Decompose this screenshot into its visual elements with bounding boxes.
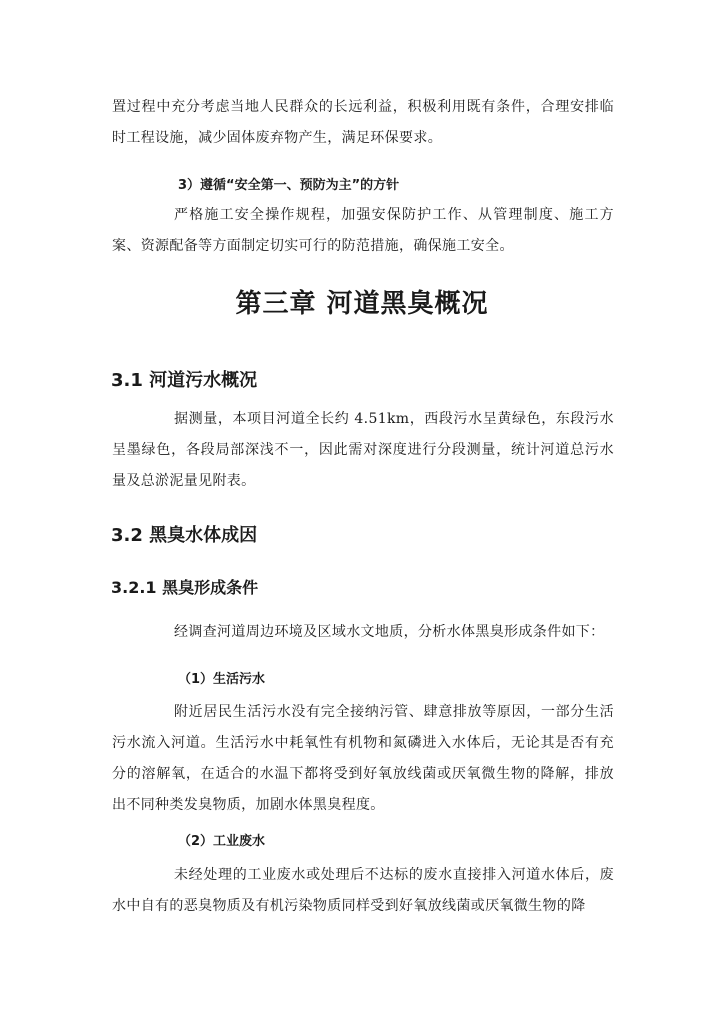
paragraph-domestic-sewage: 附近居民生活污水没有完全接纳污管、肆意排放等原因，一部分生活污水流入河道。生活污水中耗氧性有机物和氮磷进入水体后，无论其是否有充分的溶解氧，在适合的水温下都将受到好氧放线菌或厌氧微生物的降解，排放出不同种类发臭物质，加剧水体黑臭程度。: [112, 704, 614, 813]
item-heading-industrial-wastewater: （2）工业废水: [178, 834, 266, 849]
section-heading-3-2: 3.2 黑臭水体成因: [111, 525, 258, 546]
section-heading-3-1: 3.1 河道污水概况: [111, 370, 258, 391]
chapter-title: 第三章 河道黑臭概况: [235, 289, 489, 319]
paragraph-environmental: 置过程中充分考虑当地人民群众的长远利益，积极利用既有条件，合理安排临时工程设施，减少固体废弃物产生，满足环保要求。: [112, 99, 614, 146]
paragraph-safety: 严格施工安全操作规程，加强安保防护工作、从管理制度、施工方案、资源配备等方面制定切实可行的防范措施，确保施工安全。: [112, 207, 614, 254]
section-heading-3-2-1: 3.2.1 黑臭形成条件: [111, 578, 259, 597]
principle-heading-safety: 3）遵循“安全第一、预防为主”的方针: [178, 178, 400, 193]
paragraph-industrial-wastewater: 未经处理的工业废水或处理后不达标的废水直接排入河道水体后，废水中自有的恶臭物质及有机污染物质同样受到好氧放线菌或厌氧微生物的降: [112, 867, 614, 914]
item-heading-domestic-sewage: （1）生活污水: [178, 672, 266, 687]
paragraph-sewage-overview: 据测量，本项目河道全长约 4.51km，西段污水呈黄绿色，东段污水呈墨绿色，各段局部深浅不一，因此需对深度进行分段测量，统计河道总污水量及总淤泥量见附表。: [112, 411, 614, 489]
paragraph-conditions-intro: 经调查河道周边环境及区域水文地质，分析水体黑臭形成条件如下：: [174, 624, 605, 640]
